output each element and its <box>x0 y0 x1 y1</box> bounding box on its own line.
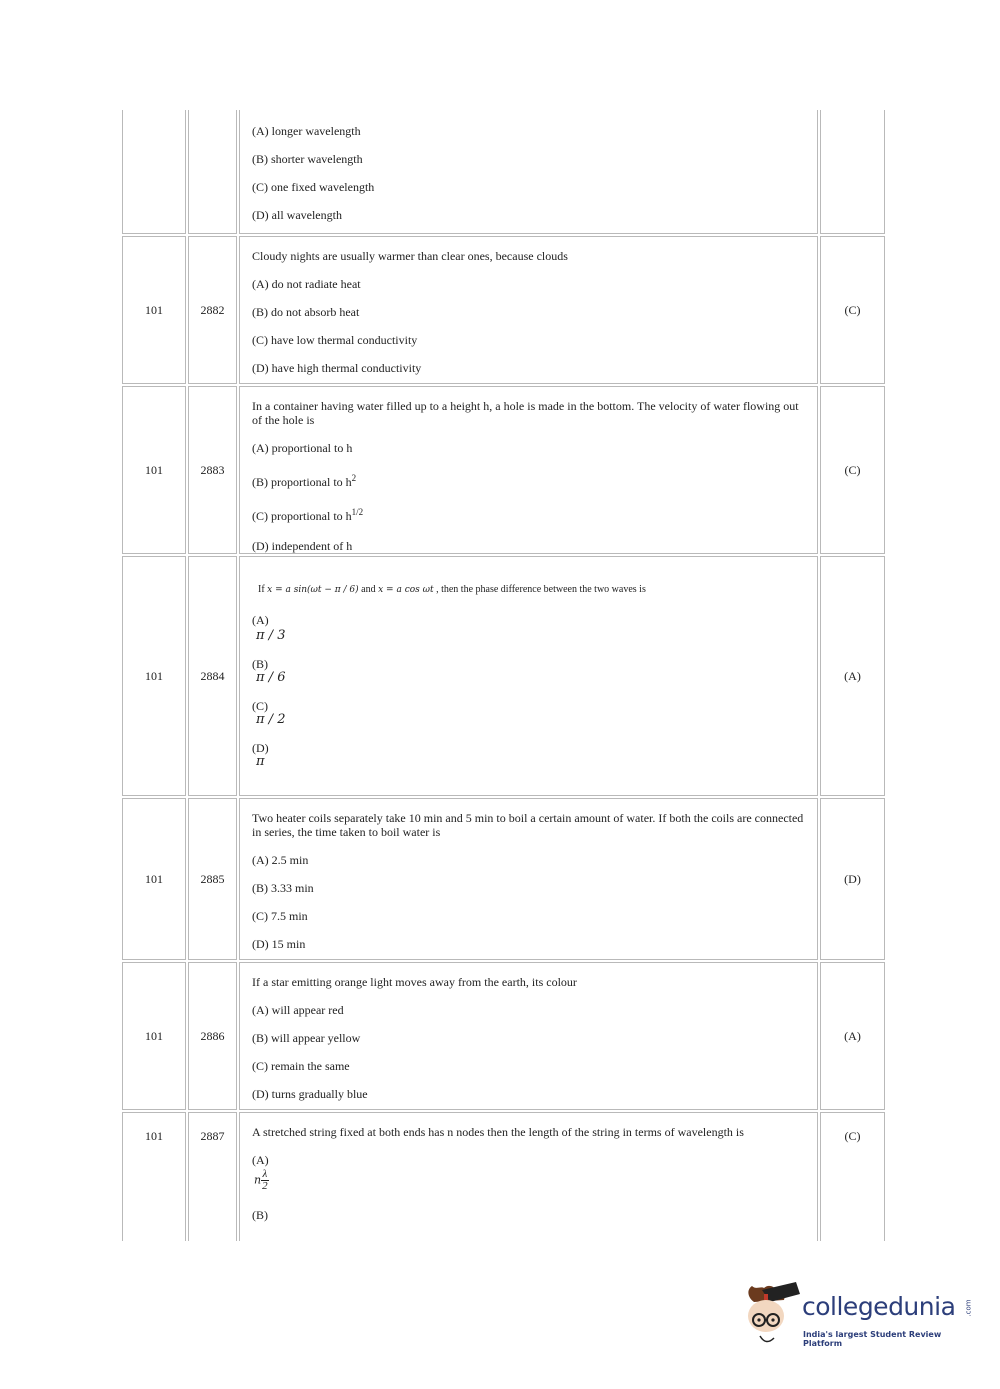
option-label: (A) <box>252 613 269 627</box>
brand-tagline: India's largest Student Review Platform <box>803 1330 942 1348</box>
subject-cell: 101 <box>122 386 186 554</box>
answer-cell: (C) <box>820 1112 885 1241</box>
table-row <box>122 798 885 960</box>
option-value: π / 6 <box>256 670 286 685</box>
option-value: π / 3 <box>256 628 286 643</box>
brand-name: collegedunia <box>802 1292 956 1321</box>
question-cell <box>239 962 818 1110</box>
option: (A) longer wavelength <box>252 124 361 138</box>
equation: x = a sin(ωt − π / 6) <box>267 585 359 595</box>
table-row <box>122 1112 885 1241</box>
answer-cell: (A) <box>820 962 885 1110</box>
option: (B) shorter wavelength <box>252 152 363 166</box>
question-text: Cloudy nights are usually warmer than clear ones, because clouds <box>252 249 568 263</box>
option: (B) 3.33 min <box>252 881 314 895</box>
question-number-cell: 2883 <box>188 386 237 554</box>
option <box>252 505 805 523</box>
question-and: and <box>361 584 376 595</box>
option: (A) will appear red <box>252 1003 344 1017</box>
table-row <box>122 110 885 234</box>
question-text: If a star emitting orange light moves away from the earth, its colour <box>252 975 577 989</box>
option: (D) 15 min <box>252 937 306 951</box>
option-value <box>254 1169 805 1192</box>
equation: x = a cos ωt <box>378 585 434 595</box>
collegedunia-logo <box>740 1280 980 1350</box>
option-label: (A) <box>252 1153 269 1167</box>
option-value: π <box>256 754 265 769</box>
question-cell <box>239 1112 818 1241</box>
question-text <box>252 583 805 597</box>
question-number-cell: 2884 <box>188 556 237 796</box>
option-text: (B) proportional to h <box>252 475 352 489</box>
answer-cell <box>820 110 885 234</box>
answer-cell: (C) <box>820 236 885 384</box>
superscript: 2 <box>351 473 357 483</box>
subject-cell: 101 <box>122 798 186 960</box>
fraction-denominator: 2 <box>262 1180 268 1192</box>
question-number-cell: 2886 <box>188 962 237 1110</box>
option: (C) remain the same <box>252 1059 350 1073</box>
fraction <box>261 1169 269 1192</box>
option: (D) turns gradually blue <box>252 1087 368 1101</box>
option: (D) independent of h <box>252 539 353 553</box>
question-text: Two heater coils separately take 10 min and 5 min to boil a certain amount of water. If both the coils are connected in series, the time taken to boil water is <box>252 811 804 839</box>
option: (C) 7.5 min <box>252 909 308 923</box>
brand-suffix: .com <box>964 1299 973 1317</box>
fraction-numerator: λ <box>262 1168 268 1180</box>
option-value: π / 2 <box>256 712 286 727</box>
question-cell <box>239 236 818 384</box>
question-number-cell <box>188 110 237 234</box>
question-cell <box>239 798 818 960</box>
question-cell <box>239 386 818 554</box>
subject-cell: 101 <box>122 962 186 1110</box>
option: (A) 2.5 min <box>252 853 309 867</box>
option: (D) have high thermal conductivity <box>252 361 422 375</box>
question-text: A stretched string fixed at both ends has n nodes then the length of the string in terms of wavelength is <box>252 1125 744 1139</box>
subject-cell: 101 <box>122 236 186 384</box>
table-row <box>122 556 885 796</box>
option-label: (C) <box>252 699 268 713</box>
option: (C) have low thermal conductivity <box>252 333 418 347</box>
question-number-cell: 2887 <box>188 1112 237 1241</box>
option: (B) will appear yellow <box>252 1031 361 1045</box>
table-row <box>122 962 885 1110</box>
question-cell <box>239 556 818 796</box>
option-label: (D) <box>252 741 269 755</box>
fraction-coefficient: n <box>254 1173 262 1187</box>
question-cell <box>239 110 818 234</box>
option: (C) one fixed wavelength <box>252 180 375 194</box>
subject-cell <box>122 110 186 234</box>
option-label: (B) <box>252 657 268 671</box>
answer-cell: (C) <box>820 386 885 554</box>
option: (A) proportional to h <box>252 441 353 455</box>
question-number-cell: 2885 <box>188 798 237 960</box>
table-row <box>122 236 885 384</box>
option-text: (C) proportional to h <box>252 509 352 523</box>
option <box>252 471 805 489</box>
subject-cell: 101 <box>122 556 186 796</box>
question-prefix: If <box>258 584 265 595</box>
table-row <box>122 386 885 554</box>
question-text: In a container having water filled up to a height h, a hole is made in the bottom. The velocity of water flowing out of the hole is <box>252 399 799 427</box>
question-table <box>122 110 885 1241</box>
question-number-cell: 2882 <box>188 236 237 384</box>
answer-cell: (D) <box>820 798 885 960</box>
mascot-icon <box>740 1280 800 1350</box>
question-suffix: , then the phase difference between the two waves is <box>436 584 646 595</box>
option-label: (B) <box>252 1208 268 1222</box>
superscript: 1/2 <box>351 507 364 517</box>
answer-cell: (A) <box>820 556 885 796</box>
option: (D) all wavelength <box>252 208 342 222</box>
option: (A) do not radiate heat <box>252 277 361 291</box>
option: (B) do not absorb heat <box>252 305 360 319</box>
subject-cell: 101 <box>122 1112 186 1241</box>
